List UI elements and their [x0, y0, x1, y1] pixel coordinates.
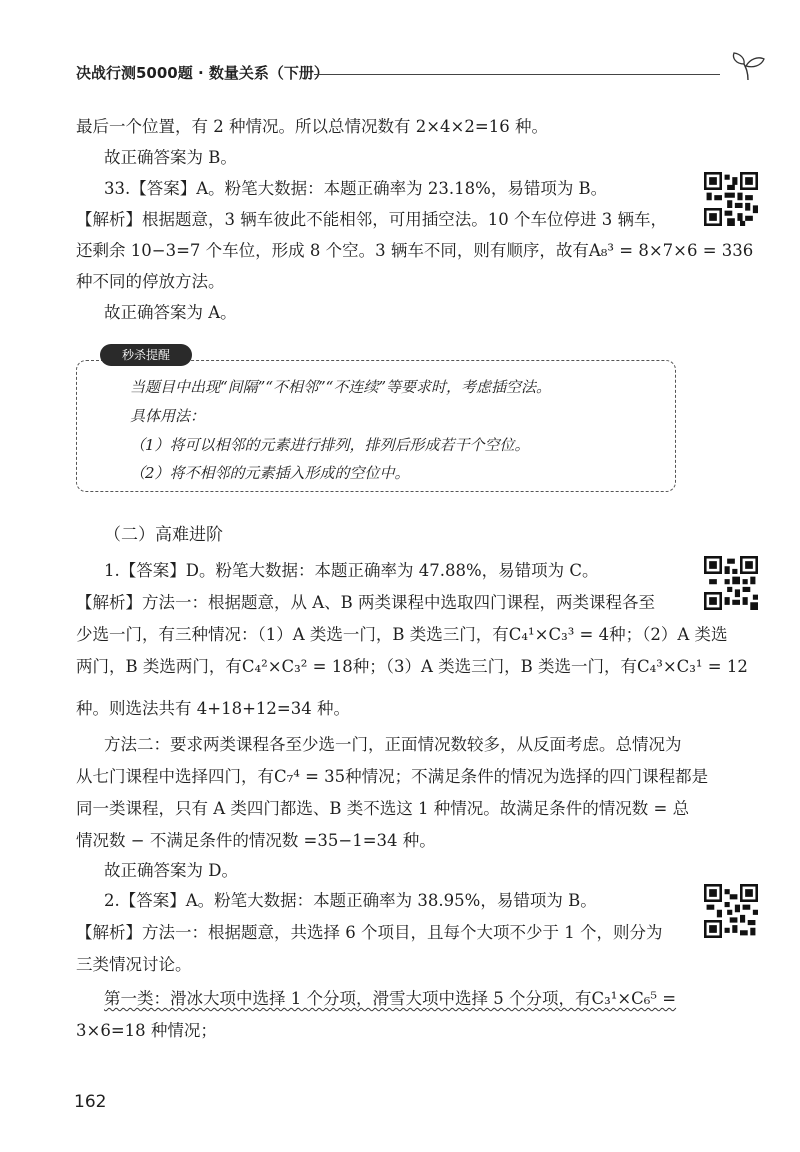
sprout-icon — [728, 50, 768, 82]
tip-line: 当题目中出现“间隔”“不相邻”“不连续”等要求时，考虑插空法。 — [130, 378, 552, 396]
qr-code-icon[interactable] — [704, 172, 758, 226]
tip-line: 具体用法： — [130, 407, 206, 425]
body-line: 两门，B 类选两门，有C₄²×C₃² = 18种；（3）A 类选三门，B 类选一门，有C₄³×C₃¹ = 12 — [76, 657, 748, 676]
body-line: 三类情况讨论。 — [76, 955, 192, 974]
body-line: 同一类课程，只有 A 类四门都选、B 类不选这 1 种情况。故满足条件的情况数 = 总 — [76, 799, 690, 818]
answer-line-1: 1.【答案】D。粉笔大数据：本题正确率为 47.88%，易错项为 C。 — [104, 561, 599, 580]
body-line: 3×6=18 种情况； — [76, 1021, 217, 1040]
body-line: 故正确答案为 A。 — [104, 303, 237, 322]
tip-line: （2）将不相邻的元素插入形成的空位中。 — [130, 464, 410, 482]
section-title: （二）高难进阶 — [104, 525, 223, 545]
body-line: 【解析】根据题意，3 辆车彼此不能相邻，可用插空法。10 个车位停进 3 辆车， — [76, 210, 667, 229]
tip-tag: 秒杀提醒 — [100, 344, 192, 366]
body-line: 种。则选法共有 4+18+12=34 种。 — [76, 699, 350, 718]
answer-line-33: 33.【答案】A。粉笔大数据：本题正确率为 23.18%，易错项为 B。 — [104, 179, 608, 198]
body-line: 方法二：要求两类课程各至少选一门，正面情况数较多，从反面考虑。总情况为 — [104, 735, 682, 754]
body-line: 还剩余 10−3=7 个车位，形成 8 个空。3 辆车不同，则有顺序，故有A₈³ = 8×7×6 = 336 — [76, 241, 754, 260]
body-line: 最后一个位置，有 2 种情况。所以总情况数有 2×4×2=16 种。 — [76, 117, 548, 136]
body-line: 故正确答案为 B。 — [104, 148, 237, 167]
tip-line: （1）将可以相邻的元素进行排列，排列后形成若干个空位。 — [130, 436, 530, 454]
page-number: 162 — [74, 1092, 107, 1112]
body-line: 种不同的停放方法。 — [76, 272, 225, 291]
running-header — [76, 58, 726, 88]
body-line: 【解析】方法一：根据题意，共选择 6 个项目，且每个大项不少于 1 个，则分为 — [76, 923, 663, 942]
body-line: 少选一门，有三种情况：（1）A 类选一门，B 类选三门，有C₄¹×C₃³ = 4种；（2）A 类选 — [76, 625, 728, 644]
body-line: 从七门课程中选择四门，有C₇⁴ = 35种情况；不满足条件的情况为选择的四门课程都是 — [76, 767, 709, 786]
qr-code-icon[interactable] — [704, 884, 758, 938]
answer-line-2: 2.【答案】A。粉笔大数据：本题正确率为 38.95%，易错项为 B。 — [104, 891, 597, 910]
case-one-line: 第一类：滑冰大项中选择 1 个分项，滑雪大项中选择 5 个分项，有C₃¹×C₆⁵ = — [104, 989, 677, 1008]
qr-code-icon[interactable] — [704, 556, 758, 610]
book-title: 决战行测5000题 · 数量关系（下册） — [76, 64, 329, 82]
body-line: 【解析】方法一：根据题意，从 A、B 两类课程中选取四门课程，两类课程各至 — [76, 593, 656, 612]
header-rule — [314, 74, 720, 75]
body-line: 故正确答案为 D。 — [104, 861, 238, 880]
body-line: 情况数 − 不满足条件的情况数 =35−1=34 种。 — [76, 831, 436, 850]
